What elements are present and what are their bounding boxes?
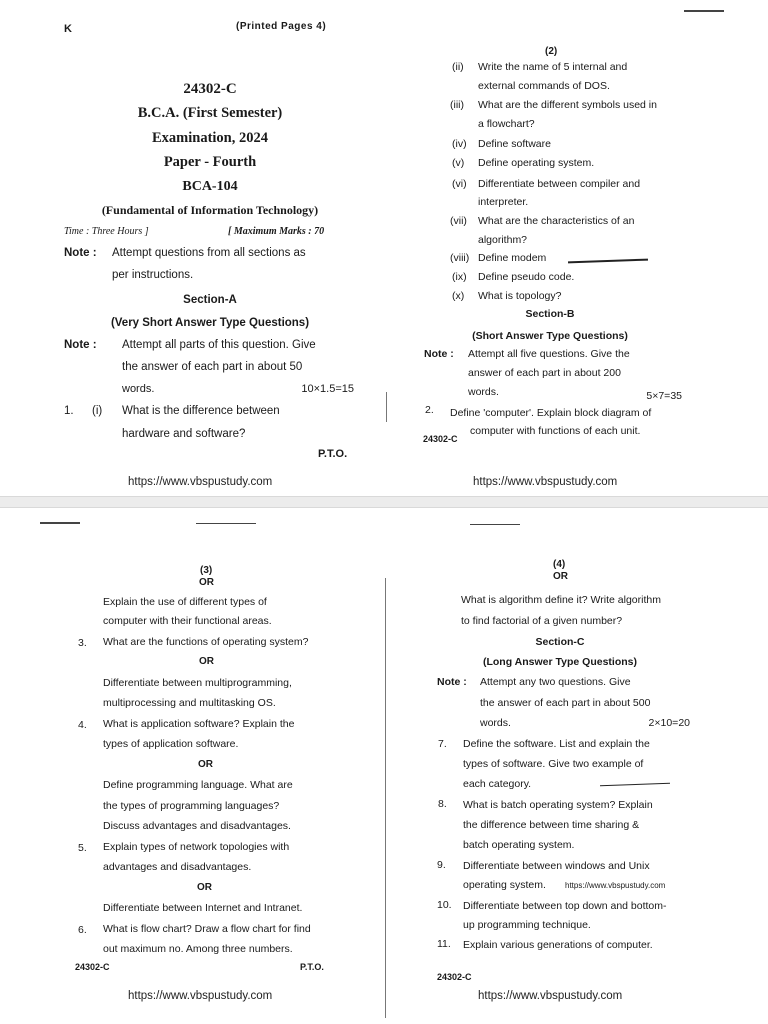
time-allowed: Time : Three Hours ] [64, 226, 149, 237]
item-number: (ii) [452, 61, 464, 73]
pen-scribble [568, 259, 648, 264]
printed-pages: (Printed Pages 4) [236, 21, 327, 32]
scan-mark [684, 10, 724, 12]
question-text: the types of programming languages? [103, 800, 280, 812]
item-number: (vii) [450, 215, 467, 227]
note-text: words. [122, 383, 155, 395]
section-heading: Section-C [535, 636, 585, 648]
question-text: What is batch operating system? Explain [463, 799, 653, 811]
question-text: the difference between time sharing & [463, 819, 640, 831]
subject-code: BCA-104 [182, 179, 238, 194]
question-number: 5. [78, 842, 87, 854]
corner-mark: K [64, 23, 72, 35]
website-url: https://www.vbspustudy.com [128, 990, 273, 1002]
section-heading: Section-A [183, 294, 237, 306]
item-number: (vi) [452, 178, 467, 190]
question-text: hardware and software? [122, 428, 246, 440]
question-text: computer with their functional areas. [103, 615, 272, 627]
question-text: What is application software? Explain the [103, 718, 295, 730]
item-number: (iii) [450, 99, 464, 111]
note-text: the answer of each part in about 50 [122, 361, 303, 373]
note-text: Attempt any two questions. Give [480, 676, 631, 688]
item-number: (iv) [452, 138, 467, 150]
question-text: Differentiate between compiler and [478, 178, 641, 190]
question-number: 7. [438, 738, 447, 750]
or-label: OR [198, 759, 213, 770]
question-text: Differentiate between windows and Unix [463, 860, 650, 872]
pto-label: P.T.O. [300, 962, 324, 972]
question-text: operating system. [463, 879, 546, 891]
exam-title: Examination, 2024 [151, 130, 268, 146]
question-text: external commands of DOS. [478, 80, 610, 92]
item-number: (v) [452, 157, 465, 169]
page-divider [385, 578, 386, 1018]
website-url: https://www.vbspustudy.com [478, 990, 623, 1002]
question-text: What is flow chart? Draw a flow chart for find [103, 923, 311, 935]
question-number: 10. [437, 899, 452, 911]
section-marks: 2×10=20 [648, 717, 690, 729]
question-text: multiprocessing and multitasking OS. [103, 697, 276, 709]
website-url: https://www.vbspustudy.com [473, 476, 618, 488]
note-text: the answer of each part in about 500 [480, 697, 651, 709]
footer-code: 24302-C [75, 962, 110, 972]
question-text: Define software [478, 138, 551, 150]
item-number: (viii) [450, 252, 470, 264]
or-label: OR [553, 571, 568, 582]
exam-sheet-top [0, 0, 768, 496]
question-text: Explain types of network topologies with [103, 841, 290, 853]
page-divider [386, 392, 387, 422]
section-subheading: (Short Answer Type Questions) [472, 330, 628, 342]
question-text: Define 'computer'. Explain block diagram of [450, 407, 652, 419]
question-number: 6. [78, 924, 87, 936]
question-text: up programming technique. [463, 919, 591, 931]
scan-mark [40, 522, 80, 524]
inline-url: https://www.vbspustudy.com [565, 881, 666, 890]
note-text: Attempt all five questions. Give the [468, 348, 630, 360]
note-text: words. [480, 717, 511, 729]
question-text: What are the characteristics of an [478, 215, 635, 227]
question-text: algorithm? [478, 234, 528, 246]
question-part: (i) [92, 405, 103, 417]
question-text: Write the name of 5 internal and [478, 61, 628, 73]
question-text: Differentiate between top down and bottom- [463, 900, 667, 912]
question-text: Differentiate between multiprogramming, [103, 677, 292, 689]
page-number: (2) [545, 46, 558, 57]
footer-code: 24302-C [437, 972, 472, 982]
question-number: 9. [437, 859, 446, 871]
note-text: words. [468, 386, 499, 398]
question-text: Define the software. List and explain the [463, 738, 650, 750]
question-text: Define programming language. What are [103, 779, 293, 791]
or-label: OR [199, 577, 214, 588]
page-number: (4) [553, 559, 566, 570]
question-text: batch operating system. [463, 839, 575, 851]
question-text: What is topology? [478, 290, 562, 302]
note-label: Note : [64, 247, 97, 259]
subject-title: (Fundamental of Information Technology) [101, 203, 319, 217]
note-text: Attempt questions from all sections as [112, 247, 306, 259]
section-subheading: (Long Answer Type Questions) [482, 656, 637, 668]
question-number: 1. [64, 405, 74, 417]
paper-code: 24302-C [183, 81, 237, 97]
item-number: (x) [452, 290, 465, 302]
question-text: Explain various generations of computer. [463, 939, 653, 951]
question-number: 2. [425, 404, 434, 416]
section-marks: 10×1.5=15 [301, 383, 354, 395]
question-text: Define modem [478, 252, 547, 264]
note-label: Note : [64, 339, 97, 351]
question-number: 11. [437, 938, 451, 950]
note-text: per instructions. [112, 269, 194, 281]
item-number: (ix) [452, 271, 467, 283]
scan-mark [196, 523, 256, 524]
question-text: Differentiate between Internet and Intranet. [103, 902, 303, 914]
question-text: to find factorial of a given number? [461, 615, 623, 627]
question-text: What is the difference between [122, 405, 280, 417]
footer-code: 24302-C [423, 434, 458, 444]
note-text: answer of each part in about 200 [468, 367, 621, 379]
question-number: 8. [438, 798, 447, 810]
note-text: Attempt all parts of this question. Give [122, 339, 316, 351]
exam-sheet-bottom [0, 508, 768, 1024]
question-text: Discuss advantages and disadvantages. [103, 820, 291, 832]
course-title: B.C.A. (First Semester) [137, 105, 283, 121]
scan-mark [470, 524, 520, 525]
question-number: 3. [78, 637, 87, 649]
question-number: 4. [78, 719, 87, 731]
question-text: computer with functions of each unit. [470, 425, 641, 437]
question-text: each category. [463, 778, 532, 790]
or-label: OR [199, 656, 214, 667]
sheet-separator [0, 496, 768, 508]
question-text: What is algorithm define it? Write algorithm [461, 594, 661, 606]
note-label: Note : [424, 348, 454, 360]
question-text: What are the functions of operating system? [103, 636, 309, 648]
question-text: Define operating system. [478, 157, 595, 169]
question-text: types of application software. [103, 738, 239, 750]
question-text: types of software. Give two example of [463, 758, 644, 770]
pto-label: P.T.O. [318, 448, 348, 460]
or-label: OR [197, 882, 212, 893]
question-text: What are the different symbols used in [478, 99, 657, 111]
website-url: https://www.vbspustudy.com [128, 476, 273, 488]
pen-scribble [600, 783, 670, 786]
section-marks: 5×7=35 [646, 390, 682, 402]
question-text: Define pseudo code. [478, 271, 575, 283]
note-label: Note : [437, 676, 467, 688]
question-text: interpreter. [478, 196, 529, 208]
paper-number: Paper - Fourth [163, 154, 257, 170]
section-subheading: (Very Short Answer Type Questions) [110, 317, 310, 329]
maximum-marks: [ Maximum Marks : 70 [228, 226, 325, 237]
question-text: advantages and disadvantages. [103, 861, 252, 873]
page-number: (3) [200, 565, 213, 576]
section-heading: Section-B [525, 308, 575, 320]
question-text: Explain the use of different types of [103, 596, 267, 608]
question-text: a flowchart? [478, 118, 535, 130]
question-text: out maximum no. Among three numbers. [103, 943, 293, 955]
